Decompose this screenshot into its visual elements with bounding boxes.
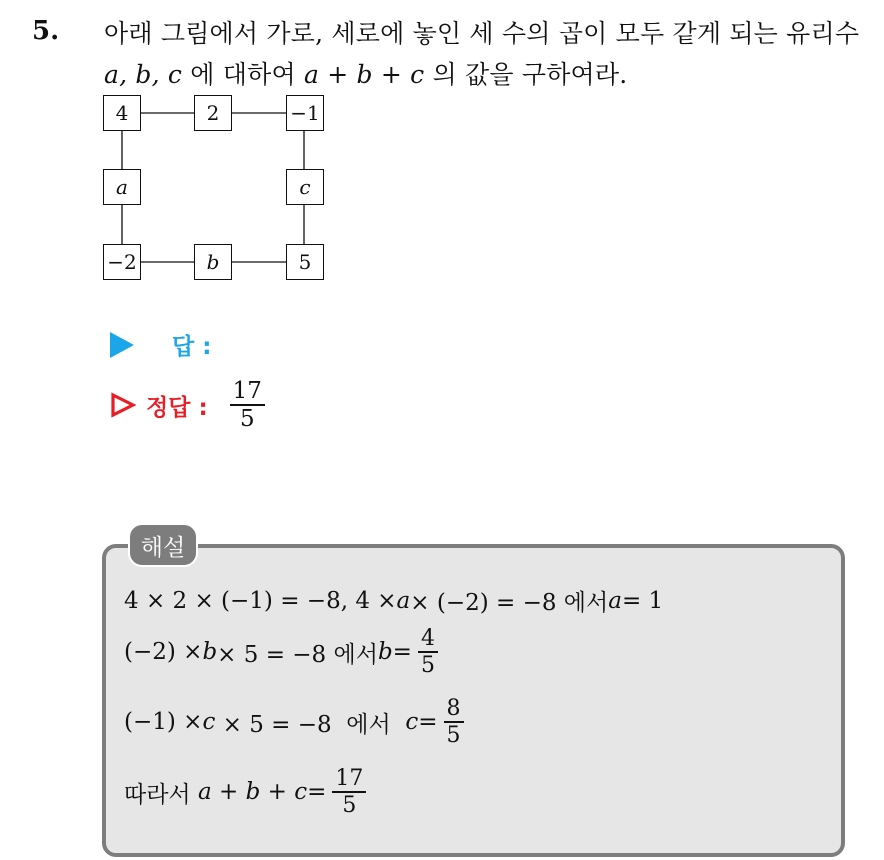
correct-answer-label: 정답 : <box>146 394 208 421</box>
solution-line4-part-a: 따라서 <box>124 781 198 808</box>
solution-line4-denominator: 5 <box>342 792 357 818</box>
solution-line3-fraction <box>444 696 464 748</box>
question-expr: a + b + c <box>303 60 425 89</box>
correct-answer-fraction <box>230 378 265 432</box>
solution-badge: 해설 <box>128 523 198 567</box>
answer-label: 답 : <box>172 334 212 360</box>
cell-mid-left: a <box>103 169 141 205</box>
solution-line3-denominator: 5 <box>446 722 461 748</box>
solution-line2-fraction <box>418 626 438 678</box>
question-end: 의 값을 구하여라. <box>424 60 628 89</box>
outline-triangle-icon <box>110 392 136 418</box>
solution-line1-part-b: × (−2) = −8 에서 <box>410 590 609 616</box>
solution-line3-equals: = <box>418 709 438 736</box>
answer-row <box>110 328 211 361</box>
solution-line4-numerator: 17 <box>335 766 364 791</box>
play-triangle-icon <box>110 332 134 358</box>
cell-top-left: 4 <box>103 95 141 131</box>
correct-answer-row <box>110 378 265 432</box>
solution-line4-expr: a + b + c <box>197 779 308 806</box>
solution-line1-result-var: a <box>608 587 622 614</box>
solution-line2-result-var: b <box>377 639 393 666</box>
solution-line-1 <box>124 584 663 617</box>
cell-bottom-left: −2 <box>103 244 141 280</box>
question-number: 5. <box>32 16 60 46</box>
solution-line2-part-a: (−2) × <box>124 639 203 666</box>
correct-numerator: 17 <box>232 378 262 404</box>
solution-line-4 <box>124 766 366 818</box>
solution-line2-numerator: 4 <box>420 626 435 651</box>
correct-denominator: 5 <box>239 405 255 432</box>
cell-bottom-right: 5 <box>286 244 324 280</box>
number-grid-diagram <box>102 95 326 281</box>
solution-line4-equals: = <box>307 779 327 806</box>
question-text-line2 <box>104 55 627 91</box>
cell-mid-right: c <box>286 169 324 205</box>
solution-line3-result-var: c <box>405 709 419 736</box>
solution-line3-var: c <box>202 709 216 736</box>
cell-top-right: −1 <box>286 95 324 131</box>
solution-line-3 <box>124 696 464 748</box>
question-vars: a, b, c <box>104 60 183 89</box>
solution-line2-equals: = <box>392 639 412 666</box>
solution-line3-part-b: × 5 = −8 에서 <box>215 711 406 738</box>
solution-line3-numerator: 8 <box>446 696 461 721</box>
solution-line2-denominator: 5 <box>420 652 435 678</box>
question-text-line1: 아래 그림에서 가로, 세로에 놓인 세 수의 곱이 모두 같게 되는 유리수 <box>104 19 860 48</box>
cell-bottom-mid: b <box>194 244 232 280</box>
cell-top-mid: 2 <box>194 95 232 131</box>
solution-line2-var: b <box>202 639 218 666</box>
solution-line3-part-a: (−1) × <box>124 709 203 736</box>
solution-line4-fraction <box>332 766 366 818</box>
solution-line-2 <box>124 626 438 678</box>
solution-line1-part-c: = 1 <box>621 587 664 614</box>
solution-line1-var: a <box>396 587 411 614</box>
solution-line2-part-b: × 5 = −8 에서 <box>217 641 378 668</box>
question-mid: 에 대하여 <box>182 60 304 89</box>
solution-line1-part-a: 4 × 2 × (−1) = −8, 4 × <box>124 587 397 614</box>
